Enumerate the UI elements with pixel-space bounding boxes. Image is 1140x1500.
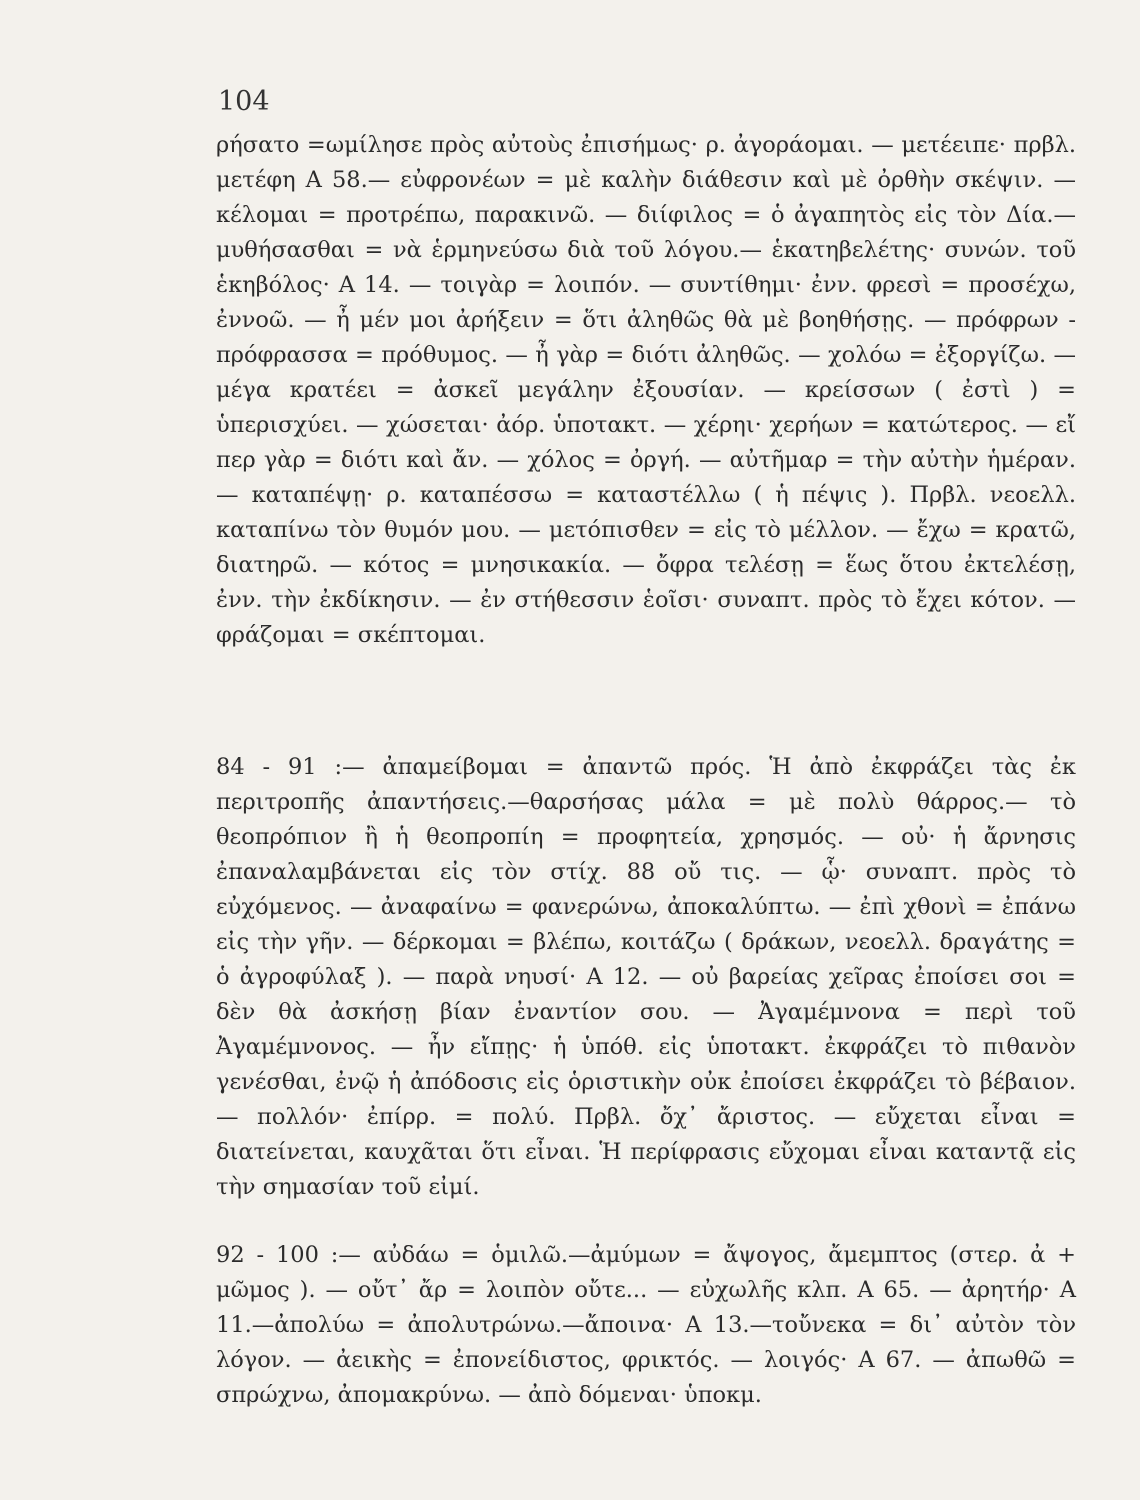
page-number: 104 <box>218 86 270 117</box>
commentary-paragraph-3: 92 - 100 :— αὐδάω = ὁμιλῶ.—ἀμύμων = ἄψογος, ἄμεμπτος (στερ. ἀ + μῶμος ). — οὔτ᾿ ἄρ = λοιπὸν οὔτε... — εὐχωλῆς κλπ. Α 65. — ἀρητήρ· Α 11.—ἀπολύω = ἀπολυτρώνω.—ἄποινα· Α 13.—τοὔνεκα = δι᾿ αὐτὸν τὸν λόγον. — ἀεικὴς = ἐπονείδιστος, φρικτός. — λοιγός· Α 67. — ἀπωθῶ = σπρώχνω, ἀπομακρύνω. — ἀπὸ δόμεναι· ὑποκμ. <box>216 1242 1076 1408</box>
commentary-paragraph-2: 84 - 91 :— ἀπαμείβομαι = ἀπαντῶ πρός. Ἡ ἀπὸ ἐκφράζει τὰς ἐκ περιτροπῆς ἀπαντήσεις.—θαρσήσας μάλα = μὲ πολὺ θάρρος.— τὸ θεοπρόπιον ἢ ἡ θεοπροπίη = προφητεία, χρησμός. — οὐ· ἡ ἄρνησις ἐπαναλαμβάνεται εἰς τὸν στίχ. 88 οὔ τις. — ᾧ· συναπτ. πρὸς τὸ εὐχόμενος. — ἀναφαίνω = φανερώνω, ἀποκαλύπτω. — ἐπὶ χθονὶ = ἐπάνω εἰς τὴν γῆν. — δέρκομαι = βλέπω, κοιτάζω ( δράκων, νεοελλ. δραγάτης = ὁ ἀγροφύλαξ ). — παρὰ νηυσί· Α 12. — οὐ βαρείας χεῖρας ἐποίσει σοι = δὲν θὰ ἀσκήσῃ βίαν ἐναντίον σου. — Ἀγαμέμνονα = περὶ τοῦ Ἀγαμέμνονος. — ἦν εἴπῃς· ἡ ὑπόθ. εἰς ὑποτακτ. ἐκφράζει τὸ πιθανὸν γενέσθαι, ἐνῷ ἡ ἀπόδοσις εἰς ὁριστικὴν οὐκ ἐποίσει ἐκφράζει τὸ βέβαιον.— πολλόν· ἐπίρρ. = πολύ. Πρβλ. ὄχ᾿ ἄριστος. — εὔχεται εἶναι = διατείνεται, καυχᾶται ὅτι εἶναι. Ἡ περίφρασις εὔχομαι εἶναι καταντᾷ εἰς τὴν σημασίαν τοῦ εἰμί. <box>216 754 1076 1200</box>
commentary-paragraph-1: ρήσατο =ωμίλησε πρὸς αὐτοὺς ἐπισήμως· ρ. ἀγοράομαι. — μετέειπε· πρβλ. μετέφη Α 58.— εὐφρονέων = μὲ καλὴν διάθεσιν καὶ μὲ ὀρθὴν σκέψιν. — κέλομαι = προτρέπω, παρακινῶ. — διίφιλος = ὁ ἀγαπητὸς εἰς τὸν Δία.— μυθήσασθαι = νὰ ἑρμηνεύσω διὰ τοῦ λόγου.— ἑκατηβελέτης· συνών. τοῦ ἑκηβόλος· Α 14. — τοιγὰρ = λοιπόν. — συντίθημι· ἐνν. φρεσὶ = προσέχω, ἐννοῶ. — ἦ μέν μοι ἀρήξειν = ὅτι ἀληθῶς θὰ μὲ βοηθήσῃς. — πρόφρων - πρόφρασσα = πρόθυμος. — ἦ γὰρ = διότι ἀληθῶς. — χολόω = ἐξοργίζω. — μέγα κρατέει = ἀσκεῖ μεγάλην ἐξουσίαν. — κρείσσων ( ἐστὶ ) = ὑπερισχύει. — χώσεται· ἀόρ. ὑποτακτ. — χέρηι· χερήων = κατώτερος. — εἴ περ γὰρ = διότι καὶ ἄν. — χόλος = ὀργή. — αὐτῆμαρ = τὴν αὐτὴν ἡμέραν. — καταπέψῃ· ρ. καταπέσσω = καταστέλλω ( ἡ πέψις ). Πρβλ. νεοελλ. καταπίνω τὸν θυμόν μου. — μετόπισθεν = εἰς τὸ μέλλον. — ἔχω = κρατῶ, διατηρῶ. — κότος = μνησικακία. — ὄφρα τελέσῃ = ἕως ὅτου ἐκτελέσῃ, ἐνν. τὴν ἐκδίκησιν. — ἐν στήθεσσιν ἑοῖσι· συναπτ. πρὸς τὸ ἔχει κότον. — φράζομαι = σκέπτομαι. <box>216 132 1076 648</box>
